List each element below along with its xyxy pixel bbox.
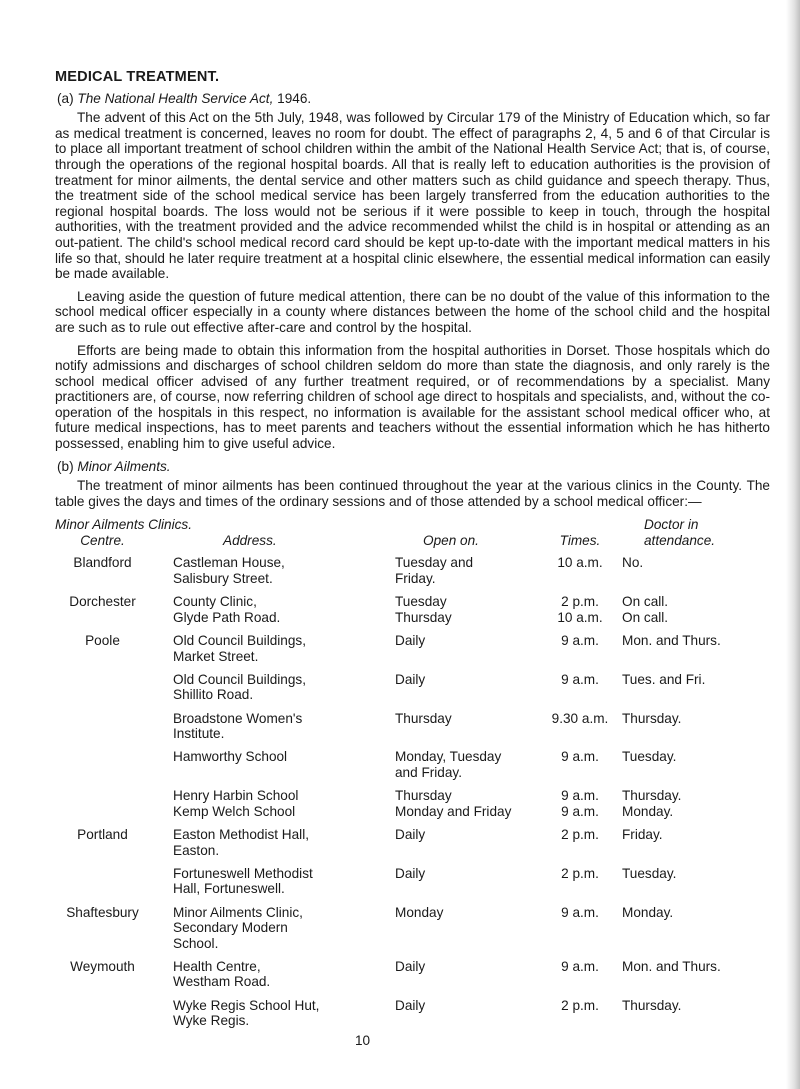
section-a-title: The National Health Service Act, [77,90,274,106]
cell-centre [55,555,150,571]
cell-doctor-line: Tuesday. [622,865,677,881]
cell-address [173,633,388,664]
cell-address [173,998,388,1029]
cell-address-line: Wyke Regis School Hut, [173,997,320,1013]
header-open-on: Open on. [423,533,479,549]
cell-doctor-line: On call. [622,594,669,610]
cell-doctor [622,866,772,882]
cell-address-line: Broadstone Women's [173,710,303,726]
cell-centre-line: Poole [85,633,120,649]
section-a-paragraph-2: Leaving aside the question of future medical attention, there can be no doubt of the value of this information to the school medical officer especially in a county where distances between the home of the school child and the hospital are such as to rule out effective after-care and control by the hospital. [55,288,770,335]
cell-times [525,711,635,727]
cell-open-line: Monday [395,904,444,920]
cell-doctor [622,555,772,571]
section-b-label: (b) [57,458,74,474]
cell-address-line: Easton. [173,842,220,858]
page-heading: MEDICAL TREATMENT. [55,69,220,85]
cell-address [173,827,388,858]
cell-times-line: 9 a.m. [561,633,599,649]
section-a-heading [55,91,770,107]
section-a-year: 1946. [277,90,312,106]
cell-centre-line: Blandford [73,555,132,571]
section-b-paragraph: The treatment of minor ailments has been continued throughout the year at the various clinics in the County. The table gives the days and times of the ordinary sessions and of those attended by a school medical officer:— [55,478,770,509]
cell-times-line: 9 a.m. [561,788,599,804]
cell-doctor-line: Thursday. [622,788,682,804]
cell-address [173,555,388,586]
table-caption: Minor Ailments Clinics. [55,517,192,533]
cell-doctor-line: Mon. and Thurs. [622,958,721,974]
cell-doctor [622,749,772,765]
cell-address-line: Old Council Buildings, [173,671,306,687]
table-caption-row [55,517,770,533]
document-page [55,69,770,1048]
cell-address-line: Hall, Fortuneswell. [173,881,285,897]
cell-doctor [622,711,772,727]
cell-times-line: 9 a.m. [561,803,599,819]
cell-open-line: Monday, Tuesday [395,749,502,765]
cell-centre-line: Shaftesbury [66,904,139,920]
cell-open-line: Monday and Friday [395,803,512,819]
table-row [55,672,770,711]
cell-centre [55,905,150,921]
cell-times-line: 2 p.m. [561,827,599,843]
cell-times [525,866,635,882]
section-a-label: (a) [57,90,74,106]
cell-address-line: Westham Road. [173,974,271,990]
table-row [55,711,770,750]
cell-address [173,711,388,742]
header-centre: Centre. [80,533,125,549]
cell-centre [55,827,150,843]
cell-doctor-line: Mon. and Thurs. [622,633,721,649]
cell-address-line: School. [173,935,219,951]
cell-times-line: 9 a.m. [561,958,599,974]
cell-address [173,866,388,897]
cell-times [525,633,635,649]
cell-address-line: Hamworthy School [173,749,288,765]
cell-address [173,749,388,765]
cell-open-line: Daily [395,633,426,649]
cell-open-line: Tuesday and [395,555,474,571]
section-b-title: Minor Ailments. [77,458,171,474]
cell-doctor-line: No. [622,555,644,571]
cell-times [525,594,635,625]
cell-centre-line: Portland [77,827,128,843]
table-row [55,749,770,788]
cell-doctor [622,905,772,921]
cell-address-line: Market Street. [173,648,259,664]
cell-doctor-line: Thursday. [622,710,682,726]
cell-doctor-line: On call. [622,609,669,625]
cell-address [173,905,388,952]
cell-doctor [622,594,772,625]
cell-address-line: Easton Methodist Hall, [173,827,310,843]
cell-open-line: Daily [395,827,426,843]
cell-times-line: 9 a.m. [561,749,599,765]
cell-doctor-line: Monday. [622,803,674,819]
cell-address-line: Institute. [173,726,225,742]
cell-open-line: Friday. [395,571,436,587]
cell-doctor [622,959,772,975]
header-doctor-line-2: attendance. [644,533,716,549]
table-body [55,555,770,1036]
cell-doctor [622,827,772,843]
cell-times-line: 2 p.m. [561,997,599,1013]
cell-doctor [622,788,772,819]
cell-open-line: and Friday. [395,765,462,781]
table-row [55,998,770,1037]
cell-address-line: Fortuneswell Methodist [173,865,313,881]
table-row [55,827,770,866]
cell-open-line: Thursday [395,609,452,625]
cell-times-line: 9.30 a.m. [551,710,609,726]
cell-address [173,788,388,819]
table-row [55,866,770,905]
cell-address [173,959,388,990]
cell-open-line: Daily [395,671,426,687]
section-b-heading [55,459,770,475]
cell-address-line: Shillito Road. [173,687,254,703]
page-number: 10 [355,1033,371,1048]
cell-times [525,905,635,921]
cell-doctor [622,672,772,688]
cell-open-line: Thursday [395,710,452,726]
cell-address-line: Glyde Path Road. [173,609,281,625]
cell-times [525,749,635,765]
cell-address-line: Health Centre, [173,958,261,974]
cell-centre-line: Dorchester [69,594,136,610]
cell-address-line: Henry Harbin School [173,788,299,804]
cell-times [525,998,635,1014]
header-address: Address. [223,533,277,549]
table-row [55,959,770,998]
cell-times-line: 2 p.m. [561,865,599,881]
table-row [55,905,770,959]
table-row [55,633,770,672]
cell-address [173,594,388,625]
clinics-table [55,517,770,1036]
cell-doctor [622,998,772,1014]
cell-times [525,959,635,975]
cell-times [525,827,635,843]
cell-centre-line: Weymouth [70,958,135,974]
cell-times-line: 10 a.m. [557,555,603,571]
cell-open-line: Daily [395,958,426,974]
table-header-row [55,533,770,555]
table-row [55,788,770,827]
cell-open-line: Tuesday [395,594,447,610]
cell-doctor-line: Tues. and Fri. [622,671,706,687]
cell-open-line: Thursday [395,788,452,804]
header-times: Times. [559,533,601,549]
cell-open-line: Daily [395,865,426,881]
cell-doctor-line: Friday. [622,827,663,843]
cell-address-line: County Clinic, [173,594,257,610]
cell-address-line: Secondary Modern [173,920,288,936]
section-a-paragraph-3: Efforts are being made to obtain this information from the hospital authorities in Dorset. Those hospitals which do notify admissions and discharges of school children seldom do more than state the diagnosis, and only rarely is the school medical officer advised of any further treatment required, or of recommendations by a specialist. Many practitioners are, of course, now referring children of school age direct to hospitals and specialists, and, without the co-operation of the hospitals in this respect, no information is available for the assistant school medical officer who, at future medical inspections, has to meet parents and teachers without the essential information which he has hitherto possessed, enabling him to give useful advice. [55,342,770,452]
cell-times-line: 9 a.m. [561,671,599,687]
cell-doctor-line: Monday. [622,904,674,920]
cell-address-line: Wyke Regis. [173,1013,250,1029]
cell-times [525,672,635,688]
cell-centre [55,594,150,610]
section-a-paragraph-1: The advent of this Act on the 5th July, 1948, was followed by Circular 179 of the Ministry of Education which, so far as medical treatment is concerned, leaves no room for doubt. The effect of paragraphs 2, 4, 5 and 6 of that Circular is to place all important treatment of school children within the ambit of the National Health Service Act; that is, of course, through the operations of the regional hospital boards. All that is really left to education authorities is the provision of treatment for minor ailments, the dental service and other matters such as child guidance and speech therapy. Thus, the treatment side of the school medical service has been largely transferred from the education authorities to the regional hospital boards. The loss would not be serious if it were possible to keep in touch, through the hospital authorities, with the treatment provided and the advice recommended whilst the child is in hospital or attending as an out-patient. The child's school medical record card should be kept up-to-date with the important medical matters in his life so that, should he later require treatment at a hospital clinic elsewhere, the essential medical information can easily be made available. [55,110,770,282]
table-row [55,594,770,633]
cell-open-line: Daily [395,997,426,1013]
cell-times [525,555,635,571]
cell-doctor-line: Tuesday. [622,749,677,765]
cell-times-line: 10 a.m. [557,609,603,625]
cell-doctor-line: Thursday. [622,997,682,1013]
cell-centre [55,959,150,975]
cell-centre [55,633,150,649]
cell-times-line: 9 a.m. [561,904,599,920]
header-doctor-line-1: Doctor in [644,517,699,533]
cell-address-line: Castleman House, [173,555,285,571]
table-row [55,555,770,594]
cell-times-line: 2 p.m. [561,594,599,610]
cell-address-line: Kemp Welch School [173,803,296,819]
cell-doctor [622,633,772,649]
cell-times [525,788,635,819]
cell-address-line: Minor Ailments Clinic, [173,904,303,920]
cell-address-line: Salisbury Street. [173,571,273,587]
cell-address [173,672,388,703]
cell-address-line: Old Council Buildings, [173,633,306,649]
